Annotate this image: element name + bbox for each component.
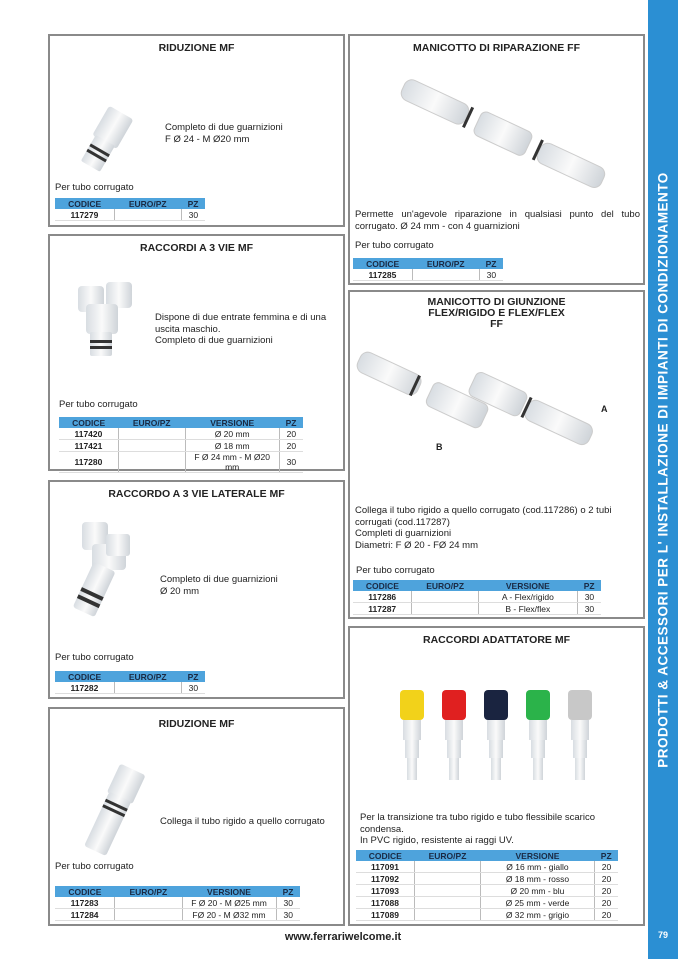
product-title: RACCORDO A 3 VIE LATERALE MF	[108, 488, 285, 500]
product-table	[55, 886, 300, 921]
col-header: VERSIONE	[185, 417, 279, 428]
table-row	[59, 452, 303, 473]
table-cell: 20	[279, 440, 303, 452]
table-cell: 20	[279, 428, 303, 440]
table-row	[59, 428, 303, 440]
col-header: PZ	[594, 850, 618, 861]
description: Completo di due guarnizioni	[160, 574, 278, 585]
label-b: B	[436, 442, 443, 452]
col-header: PZ	[276, 886, 300, 897]
col-header: EURO/PZ	[115, 886, 182, 897]
product-raccordi-3-vie	[48, 234, 345, 471]
description: Per la transizione tra tubo rigido e tubo flessibile scarico condensa.	[360, 812, 595, 835]
col-header: EURO/PZ	[114, 198, 181, 209]
table-row	[55, 897, 300, 909]
page-number: 79	[657, 930, 668, 940]
product-table	[353, 580, 601, 615]
product-title: MANICOTTO DI GIUNZIONE FLEX/RIGIDO E FLEX/FLEX FF	[427, 296, 566, 330]
product-title: RACCORDI A 3 VIE MF	[140, 242, 253, 254]
product-raccordo-3-vie-laterale	[48, 480, 345, 699]
product-table	[356, 850, 618, 921]
col-header: CODICE	[353, 580, 412, 591]
table-cell: 20	[594, 909, 618, 921]
col-header: CODICE	[356, 850, 415, 861]
adapter-0	[400, 690, 424, 780]
col-header: PZ	[479, 258, 503, 269]
label-a: A	[601, 404, 608, 414]
table-cell: 30	[181, 682, 205, 694]
col-header: PZ	[577, 580, 601, 591]
section-title: PRODOTTI & ACCESSORI PER L' INSTALLAZIONE DI IMPIANTI DI CONDIZIONAMENTO	[655, 172, 671, 768]
table-cell: 30	[276, 897, 300, 909]
table-cell: FØ 20 - M Ø32 mm	[182, 909, 276, 921]
col-header: PZ	[181, 198, 205, 209]
table-row	[55, 209, 205, 221]
table-cell: 117287	[353, 603, 412, 615]
table-cell	[118, 452, 185, 473]
product-image	[390, 690, 610, 790]
description: Ø 20 mm	[160, 585, 200, 597]
table-cell: 117285	[353, 269, 412, 281]
col-header: EURO/PZ	[415, 850, 481, 861]
table-cell: 117282	[55, 682, 114, 694]
table-cell: Ø 18 mm	[185, 440, 279, 452]
table-cell	[412, 603, 478, 615]
table-cell: B - Flex/flex	[478, 603, 577, 615]
product-raccordi-adattatore	[348, 626, 645, 926]
product-image	[380, 60, 620, 220]
col-header: CODICE	[55, 671, 114, 682]
table-cell: Ø 18 mm - rosso	[480, 873, 594, 885]
table-cell: 30	[479, 269, 503, 281]
tube-note: Per tubo corrugato	[55, 182, 134, 193]
table-row	[353, 591, 601, 603]
table-cell: 30	[577, 603, 601, 615]
product-riduzione-mf	[48, 34, 345, 227]
product-table	[59, 417, 303, 473]
table-cell: 30	[279, 452, 303, 473]
table-row	[55, 909, 300, 921]
adapter-4	[568, 690, 592, 780]
adapter-3	[526, 690, 550, 780]
table-cell: Ø 20 mm	[185, 428, 279, 440]
adapter-1	[442, 690, 466, 780]
table-row	[356, 897, 618, 909]
table-cell: 117279	[55, 209, 114, 221]
table-cell: 30	[276, 909, 300, 921]
table-cell: 117280	[59, 452, 118, 473]
table-cell: Ø 20 mm - blu	[480, 885, 594, 897]
product-manicotto-giunzione	[348, 290, 645, 619]
description: Completi di guarnizioni	[355, 528, 452, 539]
product-image	[64, 759, 154, 859]
description: Diametri: F Ø 20 - FØ 24 mm	[355, 539, 478, 551]
col-header: EURO/PZ	[412, 580, 478, 591]
table-cell: 20	[594, 885, 618, 897]
tube-note: Per tubo corrugato	[59, 399, 138, 410]
description: In PVC rigido, resistente ai raggi UV.	[360, 835, 514, 846]
description: Collega il tubo rigido a quello corrugato	[160, 816, 325, 827]
tube-note: Per tubo corrugato	[355, 240, 434, 251]
description: Dispone di due entrate femmina e di una uscita maschio.	[155, 312, 327, 335]
tube-note: Per tubo corrugato	[55, 861, 134, 872]
col-header: EURO/PZ	[412, 258, 479, 269]
description: Completo di due guarnizioni	[165, 122, 283, 133]
table-cell: 20	[594, 861, 618, 873]
table-cell: 20	[594, 873, 618, 885]
table-cell: 117284	[55, 909, 115, 921]
table-cell: 117286	[353, 591, 412, 603]
table-row	[55, 682, 205, 694]
table-cell: 20	[594, 897, 618, 909]
col-header: PZ	[181, 671, 205, 682]
col-header: CODICE	[59, 417, 118, 428]
table-cell: F Ø 20 - M Ø25 mm	[182, 897, 276, 909]
table-row	[59, 440, 303, 452]
col-header: VERSIONE	[182, 886, 276, 897]
table-cell	[415, 861, 481, 873]
product-image	[70, 104, 140, 174]
table-cell	[415, 909, 481, 921]
table-cell: 117420	[59, 428, 118, 440]
table-cell	[114, 209, 181, 221]
description: F Ø 24 - M Ø20 mm	[165, 133, 250, 145]
description: Completo di due guarnizioni	[155, 335, 273, 346]
table-cell	[114, 682, 181, 694]
table-cell	[412, 591, 478, 603]
table-cell	[118, 440, 185, 452]
table-cell: 117088	[356, 897, 415, 909]
col-header: EURO/PZ	[114, 671, 181, 682]
table-cell	[118, 428, 185, 440]
product-table	[55, 198, 205, 221]
product-riduzione-mf-2	[48, 707, 345, 926]
table-cell: 117092	[356, 873, 415, 885]
description: Permette un'agevole riparazione in qualsiasi punto del tubo corrugato. Ø 24 mm - con 4 guarnizioni	[355, 209, 640, 232]
col-header: EURO/PZ	[118, 417, 185, 428]
table-row	[353, 603, 601, 615]
tube-note: Per tubo corrugato	[55, 652, 134, 663]
product-table	[353, 258, 503, 281]
table-cell	[415, 897, 481, 909]
table-cell	[415, 873, 481, 885]
col-header: CODICE	[353, 258, 412, 269]
table-cell	[415, 885, 481, 897]
product-title: MANICOTTO DI RIPARAZIONE FF	[412, 42, 581, 54]
col-header: PZ	[279, 417, 303, 428]
table-cell	[412, 269, 479, 281]
table-cell: Ø 32 mm - grigio	[480, 909, 594, 921]
table-row	[356, 873, 618, 885]
table-cell	[115, 897, 182, 909]
table-cell: 117091	[356, 861, 415, 873]
table-cell: F Ø 24 mm - M Ø20 mm	[185, 452, 279, 473]
product-image	[62, 514, 152, 624]
product-image	[354, 334, 604, 474]
table-cell: A - Flex/rigido	[478, 591, 577, 603]
product-title: RIDUZIONE MF	[158, 718, 235, 730]
table-row	[353, 269, 503, 281]
product-table	[55, 671, 205, 694]
col-header: CODICE	[55, 198, 114, 209]
product-title: RIDUZIONE MF	[158, 42, 235, 54]
table-cell: Ø 16 mm - giallo	[480, 861, 594, 873]
col-header: CODICE	[55, 886, 115, 897]
table-cell: 30	[577, 591, 601, 603]
website-link[interactable]: www.ferrariwelcome.it	[284, 931, 402, 943]
table-row	[356, 909, 618, 921]
adapter-2	[484, 690, 508, 780]
table-cell: Ø 25 mm - verde	[480, 897, 594, 909]
table-row	[356, 885, 618, 897]
col-header: VERSIONE	[480, 850, 594, 861]
table-cell	[115, 909, 182, 921]
product-title: RACCORDI ADATTATORE MF	[423, 634, 570, 646]
product-image	[70, 276, 150, 366]
description: Collega il tubo rigido a quello corrugato (cod.117286) o 2 tubi corrugati (cod.117287)	[355, 505, 612, 528]
table-row	[356, 861, 618, 873]
table-cell: 117421	[59, 440, 118, 452]
table-cell: 30	[181, 209, 205, 221]
tube-note: Per tubo corrugato	[356, 565, 435, 576]
table-cell: 117089	[356, 909, 415, 921]
col-header: VERSIONE	[478, 580, 577, 591]
product-manicotto-riparazione	[348, 34, 645, 285]
table-cell: 117283	[55, 897, 115, 909]
table-cell: 117093	[356, 885, 415, 897]
